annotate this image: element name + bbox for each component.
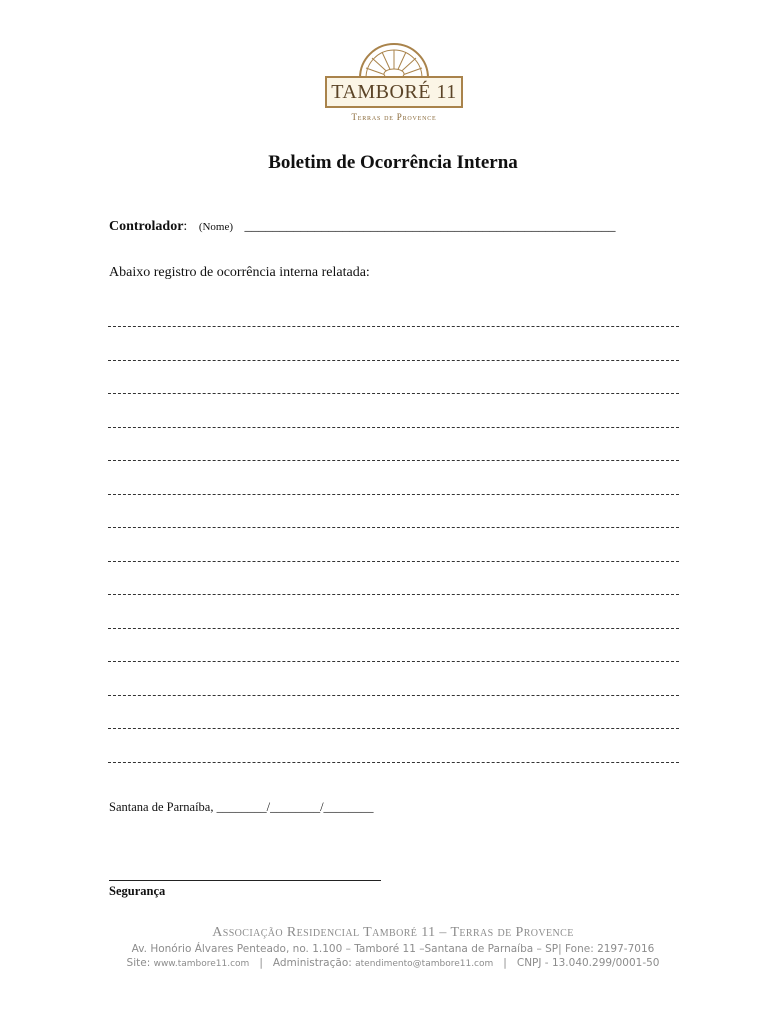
writing-line — [108, 628, 679, 629]
writing-line — [108, 427, 679, 428]
writing-line — [108, 326, 679, 327]
writing-line — [108, 561, 679, 562]
footer-contact — [0, 957, 768, 969]
tambore-logo — [324, 40, 464, 128]
writing-line — [108, 527, 679, 528]
footer-separator: | — [503, 957, 507, 969]
signature-line[interactable] — [109, 880, 381, 881]
logo-name: TAMBORÉ 11 — [331, 80, 457, 103]
footer-organization: Associação Residencial Tamboré 11 – Terras de Provence — [212, 925, 574, 940]
logo-subtitle: Terras de Provence — [351, 112, 437, 122]
controller-hint: (Nome) — [198, 221, 234, 233]
footer-separator: | — [259, 957, 263, 969]
date-line[interactable]: Santana de Parnaíba, ________/________/________ — [109, 800, 374, 814]
controller-row — [109, 219, 616, 235]
occurrence-writing-area[interactable] — [108, 326, 679, 795]
writing-line — [108, 661, 679, 662]
writing-line — [108, 728, 679, 729]
controller-name-field[interactable]: _____________________________________________________ — [244, 219, 616, 234]
controller-colon: : — [183, 219, 188, 234]
intro-text: Abaixo registro de ocorrência interna relatada: — [109, 265, 370, 280]
writing-line — [108, 695, 679, 696]
writing-line — [108, 360, 679, 361]
signature-label: Segurança — [109, 884, 166, 898]
controller-label: Controlador — [109, 219, 184, 234]
footer-admin-email[interactable]: atendimento@tambore11.com — [355, 959, 494, 969]
footer-admin-label: Administração: — [272, 957, 352, 969]
footer-site-label: Site: — [126, 957, 151, 969]
footer — [0, 925, 768, 969]
writing-line — [108, 460, 679, 461]
footer-site-link[interactable]: www.tambore11.com — [153, 959, 250, 969]
writing-line — [108, 494, 679, 495]
writing-line — [108, 393, 679, 394]
footer-cnpj: CNPJ - 13.040.299/0001-50 — [516, 957, 660, 969]
footer-address: Av. Honório Álvares Penteado, no. 1.100 – Tamboré 11 –Santana de Parnaíba – SP| Fone: 2197-7016 — [131, 943, 655, 955]
document-title: Boletim de Ocorrência Interna — [268, 152, 518, 173]
writing-line — [108, 762, 679, 763]
writing-line — [108, 594, 679, 595]
